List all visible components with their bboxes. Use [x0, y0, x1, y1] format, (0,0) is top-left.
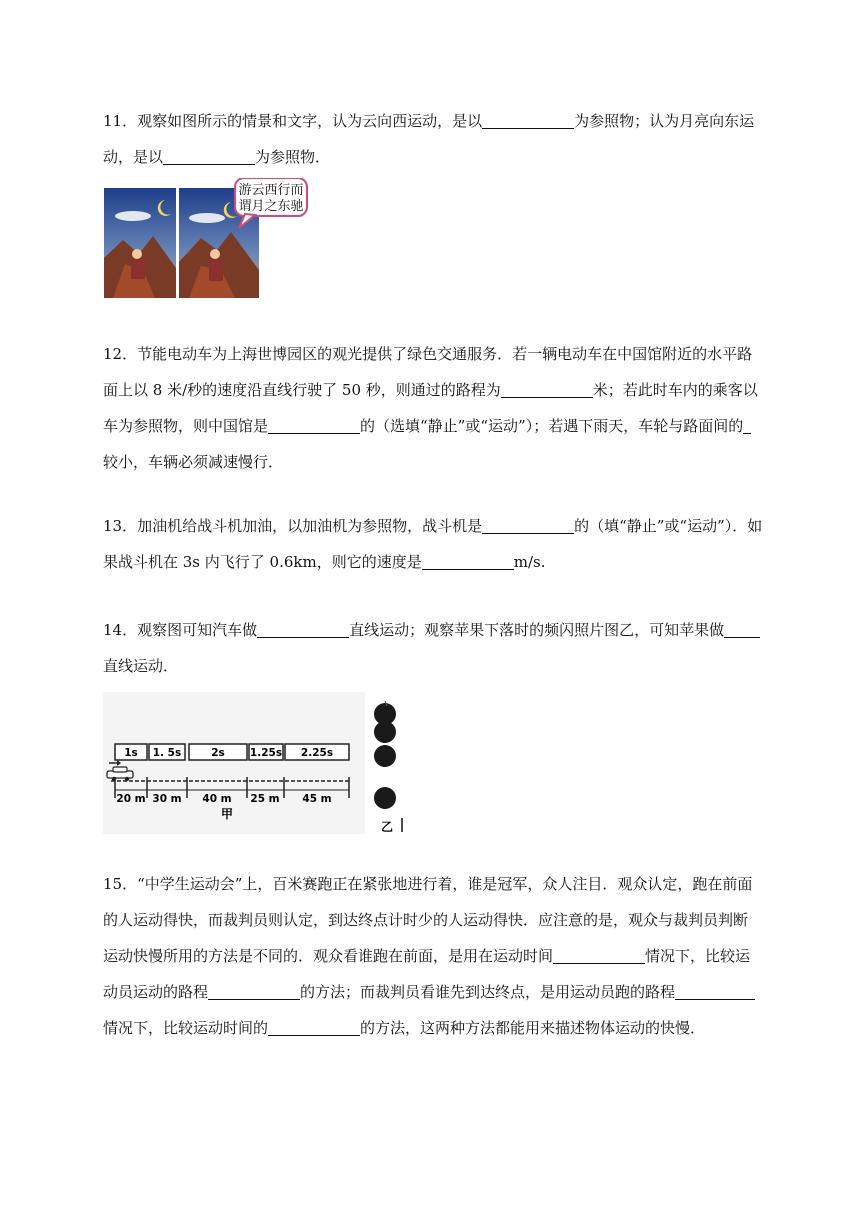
question-11-line-2 [103, 139, 763, 175]
q12-text-3a: 车为参照物，则中国馆是 [103, 417, 269, 435]
question-14-line-1 [103, 612, 763, 648]
q11-text-b: 为参照物；认为月亮向东运 [574, 112, 755, 130]
question-13 [103, 508, 763, 580]
answer-blank[interactable] [724, 619, 760, 638]
question-15-line-5 [103, 1010, 763, 1046]
distance-label: 20 m [116, 793, 146, 805]
time-label: 2.25s [300, 747, 334, 759]
q15-text-4a: 动员运动的路程 [103, 983, 209, 1001]
answer-blank[interactable] [422, 551, 514, 570]
question-11-line-1 [103, 103, 763, 139]
bubble-line-2: 谓月之东驰 [238, 199, 304, 214]
question-13-line-2 [103, 544, 763, 580]
figure-label-jia: 甲 [220, 807, 234, 821]
answer-blank[interactable] [163, 146, 255, 165]
question-11 [103, 103, 763, 175]
answer-blank[interactable] [743, 415, 751, 434]
q15-text-5a: 情况下，比较运动时间的 [103, 1019, 269, 1037]
question-12-line-3 [103, 408, 763, 444]
q13-text-1b: 的（填“静止”或“运动”）．如 [574, 517, 763, 535]
question-15-line-3 [103, 938, 763, 974]
question-15 [103, 866, 763, 1046]
q15-text-4b: 的方法；而裁判员看谁先到达终点，是用运动员跑的路程 [300, 983, 676, 1001]
q11-text-c: 动，是以 [103, 148, 164, 166]
q15-text-2: 的人运动得快，而裁判员则认定，到达终点计时少的人运动得快．应注意的是，观众与裁判员判断 [103, 911, 749, 929]
time-label: 2s [211, 747, 225, 759]
answer-blank[interactable] [257, 619, 349, 638]
question-14 [103, 612, 763, 684]
panel-left [104, 188, 176, 298]
q15-text-3a: 运动快慢所用的方法是不同的．观众看谁跑在前面，是用在运动时间 [103, 947, 554, 965]
apple-icon [374, 787, 396, 809]
question-12-line-1 [103, 336, 763, 372]
q12-text-2a: 面上以 8 米/秒的速度沿直线行驶了 50 秒，则通过的路程为 [103, 381, 501, 399]
question-12-line-4 [103, 444, 763, 480]
q15-text-5b: 的方法，这两种方法都能用来描述物体运动的快慢． [360, 1019, 706, 1037]
q14-text-2: 直线运动． [103, 657, 179, 675]
apple-icon [374, 745, 396, 767]
answer-blank[interactable] [675, 981, 755, 1000]
time-label: 1s [124, 747, 138, 759]
question-12 [103, 336, 763, 480]
question-14-line-2 [103, 648, 763, 684]
q12-text-3b: 的（选填“静止”或“运动”）；若遇下雨天，车轮与路面间的 [360, 417, 744, 435]
distance-label: 40 m [202, 793, 232, 805]
question-15-line-2 [103, 902, 763, 938]
q13-text-1a: 13．加油机给战斗机加油，以加油机为参照物，战斗机是 [103, 517, 483, 535]
time-label: 1. 5s [152, 747, 182, 759]
q15-text-3b: 情况下，比较运 [645, 947, 751, 965]
answer-blank[interactable] [501, 379, 593, 398]
q12-text-4: 较小，车辆必须减速慢行． [103, 453, 284, 471]
q13-text-2a: 果战斗机在 3s 内飞行了 0.6km，则它的速度是 [103, 553, 422, 571]
q14-text-1a: 14．观察图可知汽车做 [103, 621, 258, 639]
q12-text-2b: 米；若此时车内的乘客以 [592, 381, 758, 399]
answer-blank[interactable] [208, 981, 300, 1000]
answer-blank[interactable] [482, 110, 574, 129]
question-12-line-2 [103, 372, 763, 408]
question-15-line-1 [103, 866, 763, 902]
q14-text-1b: 直线运动；观察苹果下落时的频闪照片图乙，可知苹果做 [349, 621, 725, 639]
answer-blank[interactable] [482, 515, 574, 534]
figure-label-yi: 乙 [380, 820, 394, 834]
q11-text-d: 为参照物． [255, 148, 331, 166]
q11-text-a: 11．观察如图所示的情景和文字，认为云向西运动，是以 [103, 112, 483, 130]
question-15-line-4 [103, 974, 763, 1010]
distance-label: 30 m [152, 793, 182, 805]
distance-label: 45 m [302, 793, 332, 805]
motion-figure [103, 692, 413, 834]
time-label: 1.25s [249, 747, 283, 759]
bubble-line-1: 游云西行而 [238, 183, 304, 198]
answer-blank[interactable] [268, 1017, 360, 1036]
apple-figure-yi [365, 692, 413, 834]
question-13-line-1 [103, 508, 763, 544]
distance-label: 25 m [250, 793, 280, 805]
answer-blank[interactable] [553, 945, 645, 964]
cloud-moon-figure [103, 178, 325, 300]
q15-text-1: 15．“中学生运动会”上，百米赛跑正在紧张地进行着，谁是冠军，众人注目．观众认定，跑在前面 [103, 875, 753, 893]
q12-text-1: 12．节能电动车为上海世博园区的观光提供了绿色交通服务．若一辆电动车在中国馆附近的水平路 [103, 345, 753, 363]
apple-icon [374, 721, 396, 743]
q13-text-2b: m/s. [513, 553, 546, 571]
answer-blank[interactable] [268, 415, 360, 434]
speech-bubble [235, 178, 307, 228]
